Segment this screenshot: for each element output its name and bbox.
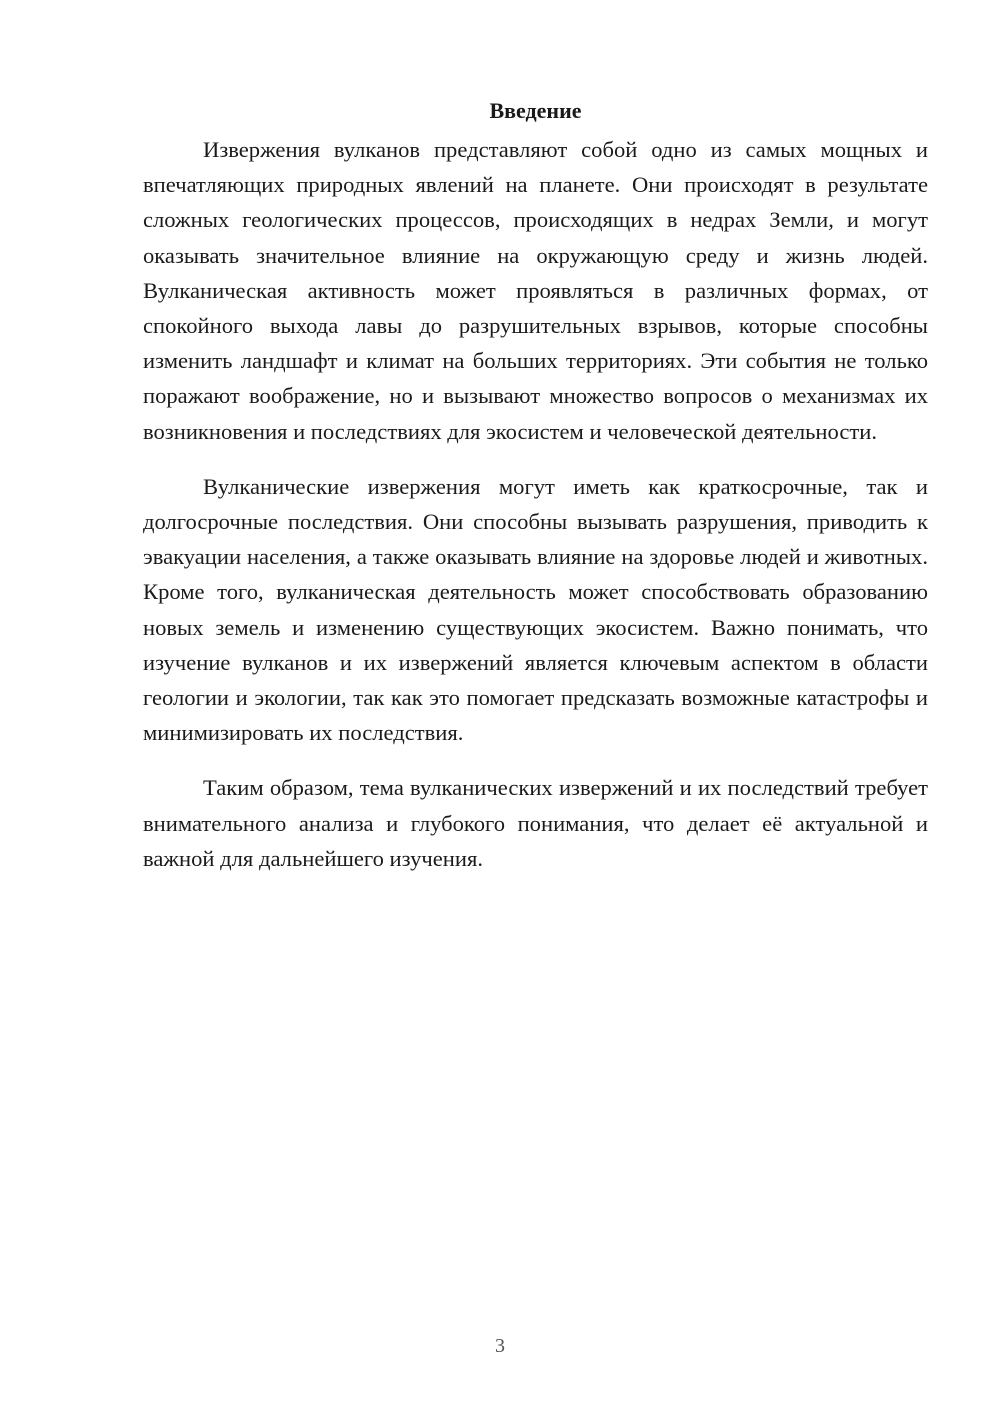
page-number: 3 (495, 1335, 505, 1357)
paragraph-3: Таким образом, тема вулканических извержений и их последствий требует внимательного анализа и глубокого понимания, что делает её актуальной и важной для дальнейшего изучения. (143, 775, 928, 871)
page-content (143, 96, 928, 896)
paragraph-2: Вулканические извержения могут иметь как краткосрочные, так и долгосрочные последствия. Они способны вызывать разрушения, приводить к эвакуации населения, а также оказывать влияние на здоровье людей и животных. Кроме того, вулканическая деятельность может способствовать образованию новых земель и изменению существующих экосистем. Важно понимать, что изучение вулканов и их извержений является ключевым аспектом в области геологии и экологии, так как это помогает предсказать возможные катастрофы и минимизировать их последствия. (143, 473, 928, 746)
paragraph-1: Извержения вулканов представляют собой одно из самых мощных и впечатляющих природных явлений на планете. Они происходят в результате сложных геологических процессов, происходящих в недрах Земли, и могут оказывать значительное влияние на окружающую среду и жизнь людей. Вулканическая активность может проявляться в различных формах, от спокойного выхода лавы до разрушительных взрывов, которые способны изменить ландшафт и климат на больших территориях. Эти события не только поражают воображение, но и вызывают множество вопросов о механизмах их возникновения и последствиях для экосистем и человеческой деятельности. (143, 137, 928, 444)
section-title: Введение (489, 98, 582, 123)
